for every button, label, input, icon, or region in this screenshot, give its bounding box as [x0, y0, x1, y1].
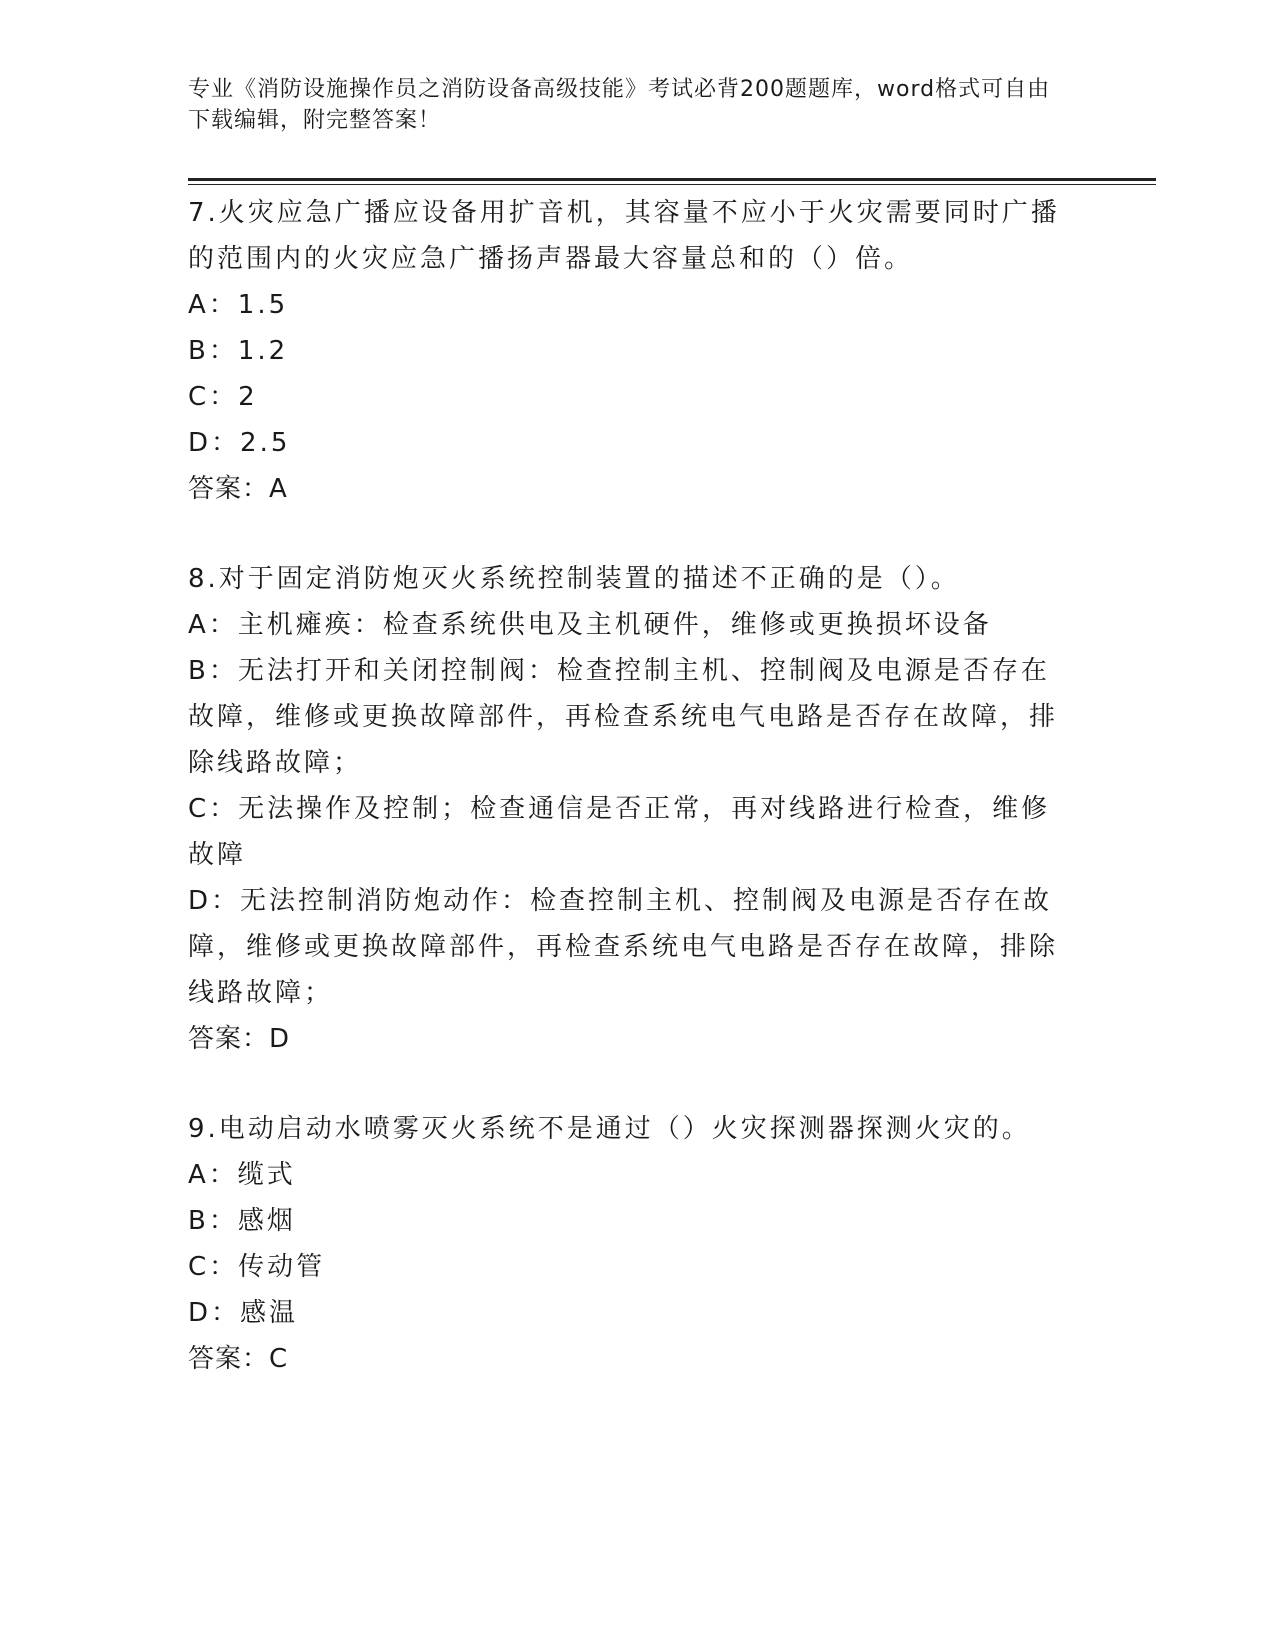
option-a: A：缆式: [188, 1160, 296, 1190]
document-header: [188, 74, 1068, 136]
question-list: [188, 190, 1078, 1382]
option-b: B：感烟: [188, 1206, 296, 1236]
header-divider-thin: [188, 184, 1156, 185]
question-9: [188, 1106, 1078, 1382]
option-c: C：传动管: [188, 1252, 326, 1282]
option-b: B：无法打开和关闭控制阀：检查控制主机、控制阀及电源是否存在故障，维修或更换故障部件，再检查系统电气电路是否存在故障，排除线路故障；: [188, 656, 1059, 778]
option-b: B：1.2: [188, 336, 289, 366]
answer-line: 答案：C: [188, 1344, 289, 1374]
question-spacer: [188, 1062, 1078, 1106]
option-a: A：1.5: [188, 290, 289, 320]
answer-line: 答案：A: [188, 474, 288, 504]
question-spacer: [188, 512, 1078, 556]
option-d: D：无法控制消防炮动作：检查控制主机、控制阀及电源是否存在故障，维修或更换故障部件，再检查系统电气电路是否存在故障，排除线路故障；: [188, 886, 1059, 1008]
answer-line: 答案：D: [188, 1024, 291, 1054]
option-c: C：无法操作及控制；检查通信是否正常，再对线路进行检查，维修故障: [188, 794, 1051, 870]
option-c: C：2: [188, 382, 258, 412]
header-divider-thick: [188, 178, 1156, 181]
question-stem: 7.火灾应急广播应设备用扩音机，其容量不应小于火灾需要同时广播的范围内的火灾应急广播扬声器最大容量总和的（）倍。: [188, 198, 1060, 274]
question-stem: 8.对于固定消防炮灭火系统控制装置的描述不正确的是（）。: [188, 564, 960, 594]
header-text: 专业《消防设施操作员之消防设备高级技能》考试必背200题题库，word格式可自由下载编辑，附完整答案！: [188, 77, 1051, 133]
option-a: A：主机瘫痪：检查系统供电及主机硬件，维修或更换损坏设备: [188, 610, 992, 640]
option-d: D：2.5: [188, 428, 291, 458]
question-7: [188, 190, 1078, 512]
question-stem: 9.电动启动水喷雾灭火系统不是通过（）火灾探测器探测火灾的。: [188, 1114, 1031, 1144]
option-d: D：感温: [188, 1298, 299, 1328]
question-8: [188, 556, 1078, 1062]
